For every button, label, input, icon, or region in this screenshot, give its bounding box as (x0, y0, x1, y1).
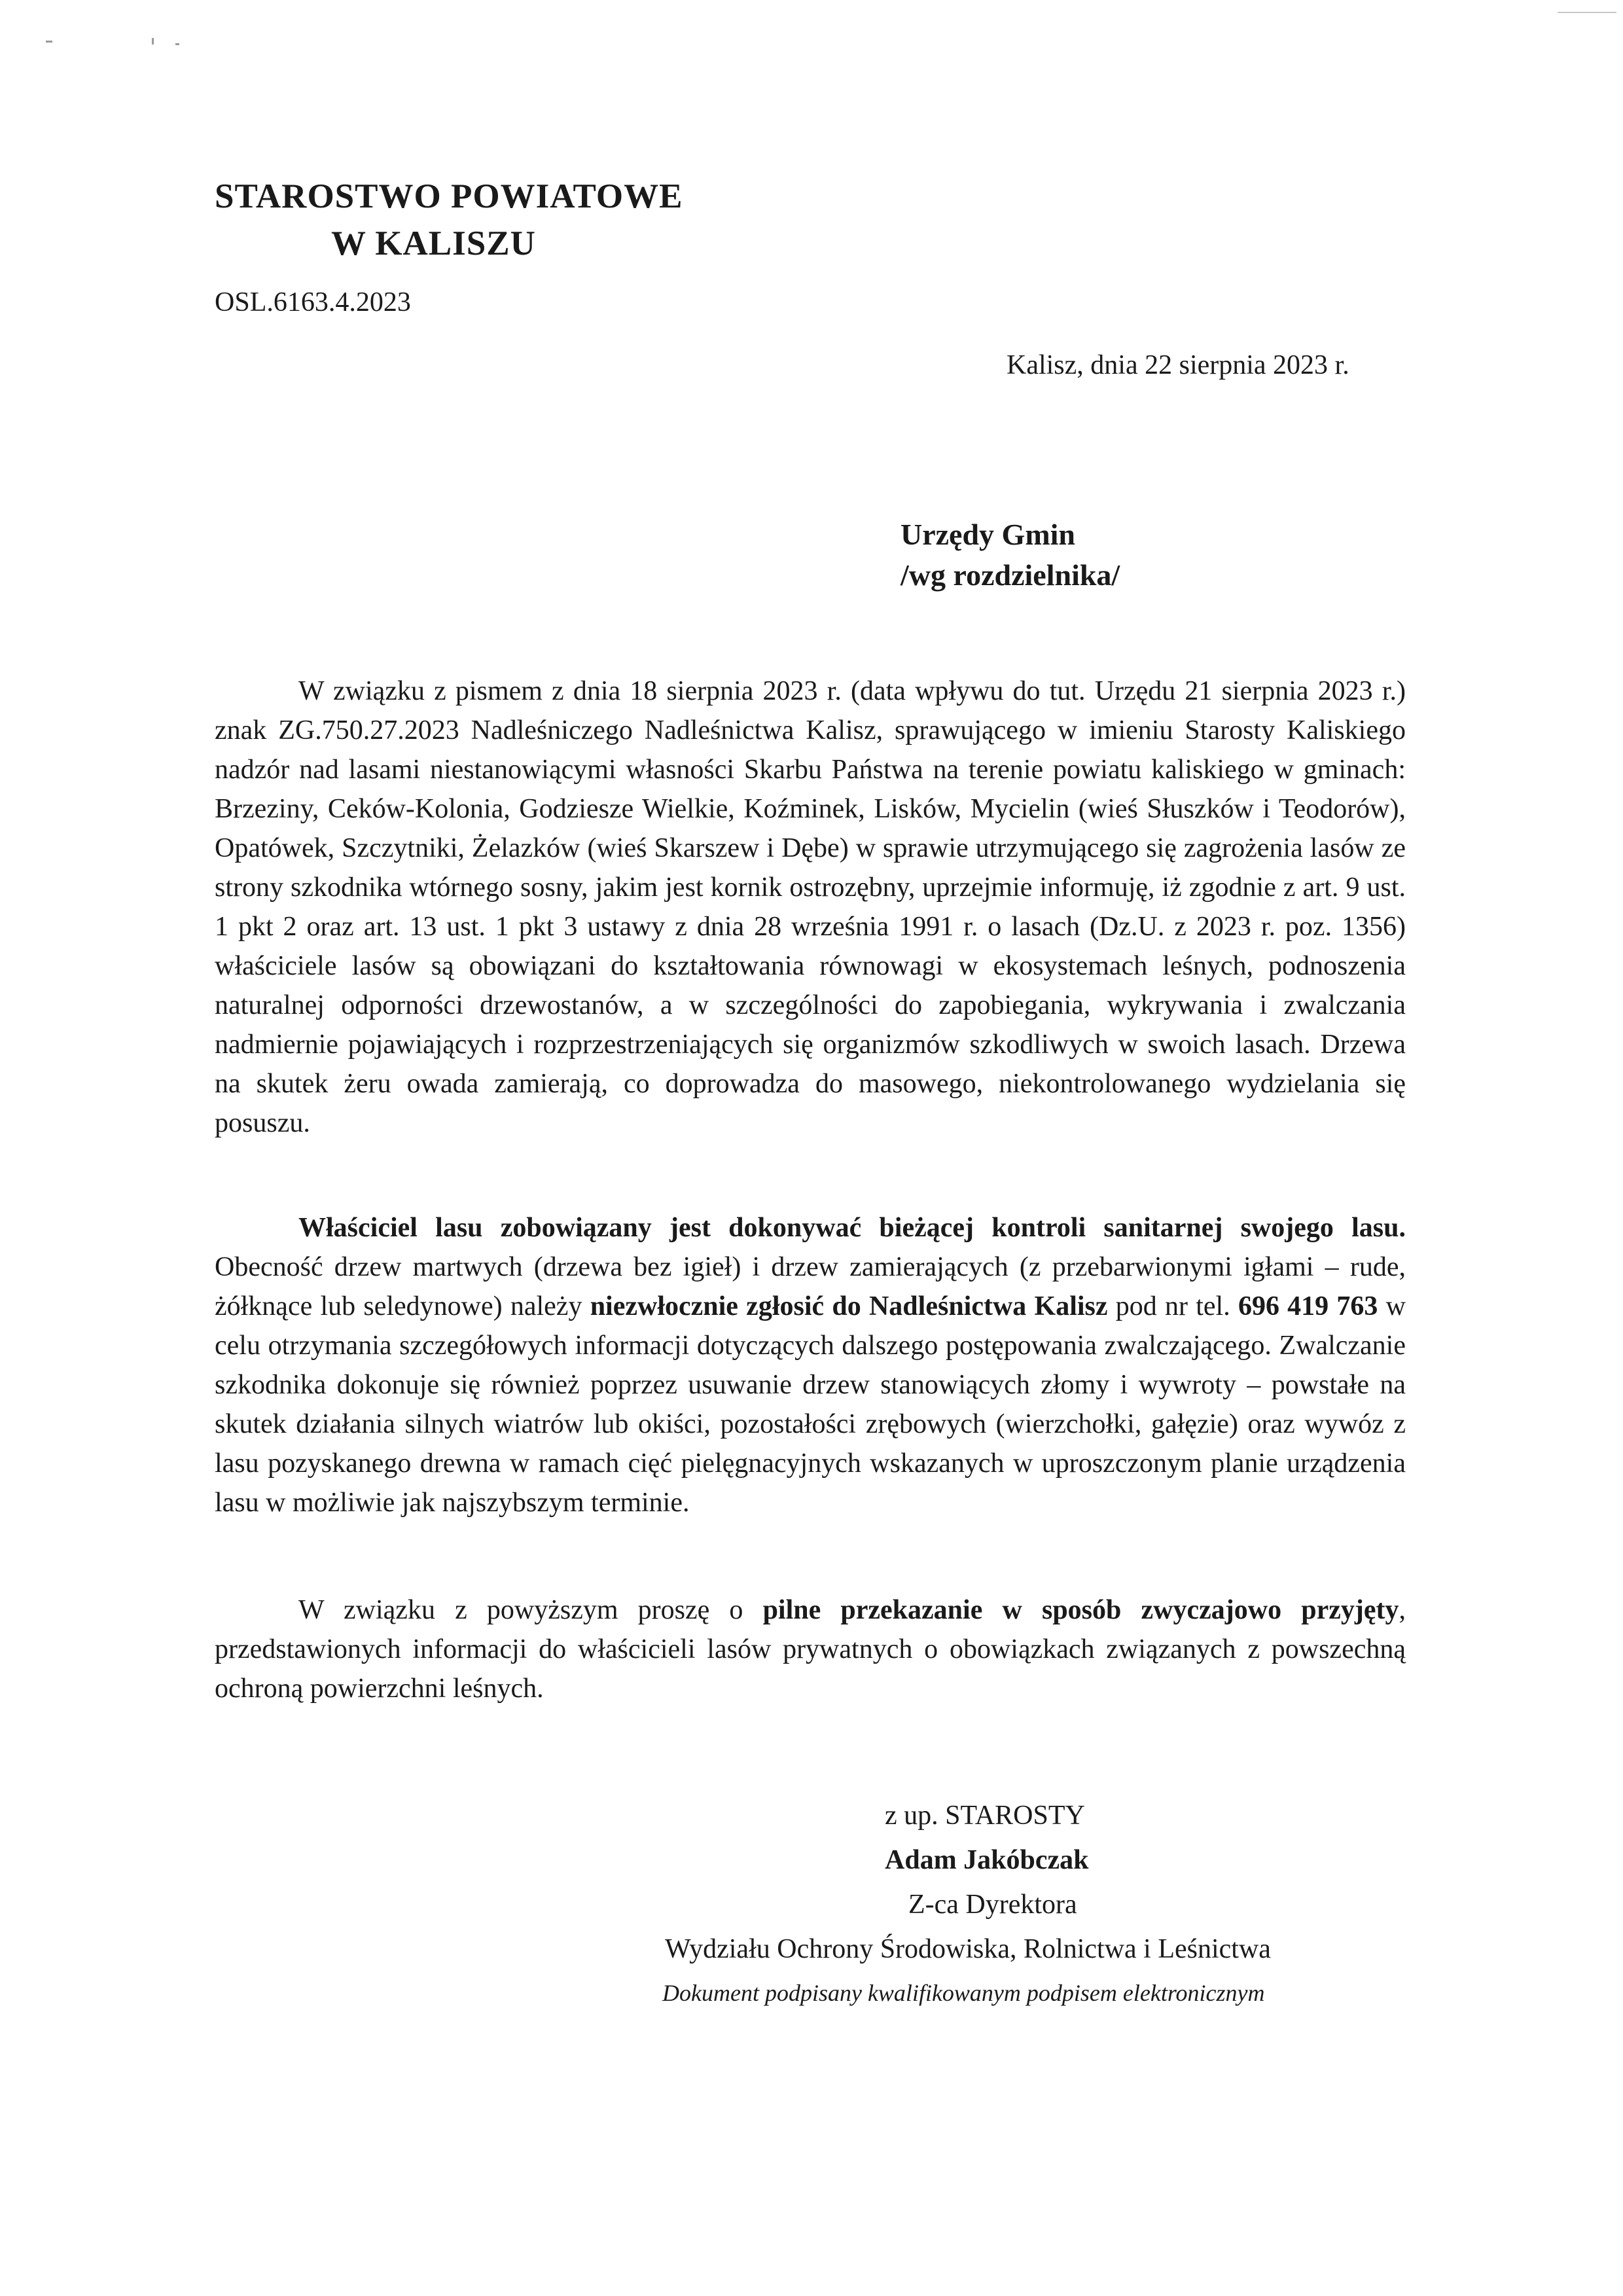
scan-speck (46, 41, 52, 43)
owner-obligation-bold: Właściciel lasu zobowiązany jest dokonywać bieżącej kontroli sanitarnej swojego lasu. (298, 1213, 1406, 1243)
case-number: OSL.6163.4.2023 (215, 287, 411, 317)
signature-authorization: z up. STAROSTY (885, 1801, 1085, 1831)
paragraph-2-text-1: Obecność drzew martwych (drzewa bez igieł) i drzew zamierających (z przebarwionymi igłami – rude, żółknące lub seledynowe) należy (215, 1252, 1406, 1321)
body-paragraph-2 (215, 1208, 1406, 1522)
paragraph-3-text-2: , przedstawionych informacji do właścicieli lasów prywatnych o obowiązkach związanych z powszechną ochroną powierzchni leśnych. (215, 1595, 1406, 1704)
paragraph-2-text-3: w celu otrzymania szczegółowych informacji dotyczących dalszego postępowania zwalczającego. Zwalczanie szkodnika dokonuje się również poprzez usuwanie drzew stanowiących złomy i wywroty – powstałe na skutek działania silnych wiatrów lub okiści, pozostałości zrębowych (wierzchołki, gałęzie) oraz wywóz z lasu pozyskanego drewna w ramach cięć pielęgnacyjnych wskazanych w uproszczonym planie urządzenia lasu w możliwie jak najszybszym terminie. (215, 1291, 1406, 1518)
paragraph-1-text: W związku z pismem z dnia 18 sierpnia 2023 r. (data wpływu do tut. Urzędu 21 sierpnia 2023 r.) znak ZG.750.27.2023 Nadleśniczego Nadleśnictwa Kalisz, sprawującego w imieniu Starosty Kaliskiego nadzór nad lasami niestanowiącymi własności Skarbu Państwa na terenie powiatu kaliskiego w gminach: Brzeziny, Ceków-Kolonia, Godziesze Wielkie, Koźminek, Lisków, Mycielin (wieś Słuszków i Teodorów), Opatówek, Szczytniki, Żelazków (wieś Skarszew i Dębe) w sprawie utrzymującego się zagrożenia lasów ze strony szkodnika wtórnego sosny, jakim jest kornik ostrozębny, uprzejmie informuję, iż zgodnie z art. 9 ust. 1 pkt 2 oraz art. 13 ust. 1 pkt 3 ustawy z dnia 28 września 1991 r. o lasach (Dz.U. z 2023 r. poz. 1356) właściciele lasów są obowiązani do kształtowania równowagi w ekosystemach leśnych, podnoszenia naturalnej odporności drzewostanów, a w szczególności do zapobiegania, wykrywania i zwalczania nadmiernie pojawiających i rozprzestrzeniających się organizmów szkodliwych w swoich lasach. Drzewa na skutek żeru owada zamierają, co doprowadza do masowego, niekontrolowanego wydzielania się posuszu. (215, 676, 1406, 1138)
recipient-line2: /wg rozdzielnika/ (901, 558, 1120, 592)
signatory-name: Adam Jakóbczak (885, 1845, 1089, 1875)
scan-speck (175, 43, 179, 45)
phone-number: 696 419 763 (1238, 1291, 1378, 1321)
scan-speck (152, 38, 154, 45)
report-to-forestry-bold: niezwłocznie zgłosić do Nadleśnictwa Kalisz (590, 1291, 1108, 1321)
signatory-department: Wydziału Ochrony Środowiska, Rolnictwa i Leśnictwa (665, 1934, 1271, 1964)
paragraph-2-text-2: pod nr tel. (1107, 1291, 1238, 1321)
body-paragraph-1 (215, 672, 1406, 1143)
urgent-transfer-bold: pilne przekazanie w sposób zwyczajowo przyjęty (762, 1595, 1399, 1625)
scan-speck (1558, 12, 1616, 13)
signatory-title: Z-ca Dyrektora (908, 1890, 1077, 1920)
office-name-line1: STAROSTWO POWIATOWE (215, 177, 683, 215)
office-name-line2: W KALISZU (331, 224, 536, 262)
place-date: Kalisz, dnia 22 sierpnia 2023 r. (1007, 350, 1349, 380)
recipient-line1: Urzędy Gmin (901, 518, 1076, 551)
electronic-signature-note: Dokument podpisany kwalifikowanym podpisem elektronicznym (662, 1980, 1265, 2006)
paragraph-3-text-1: W związku z powyższym proszę o (298, 1595, 763, 1625)
body-paragraph-3 (215, 1590, 1406, 1708)
